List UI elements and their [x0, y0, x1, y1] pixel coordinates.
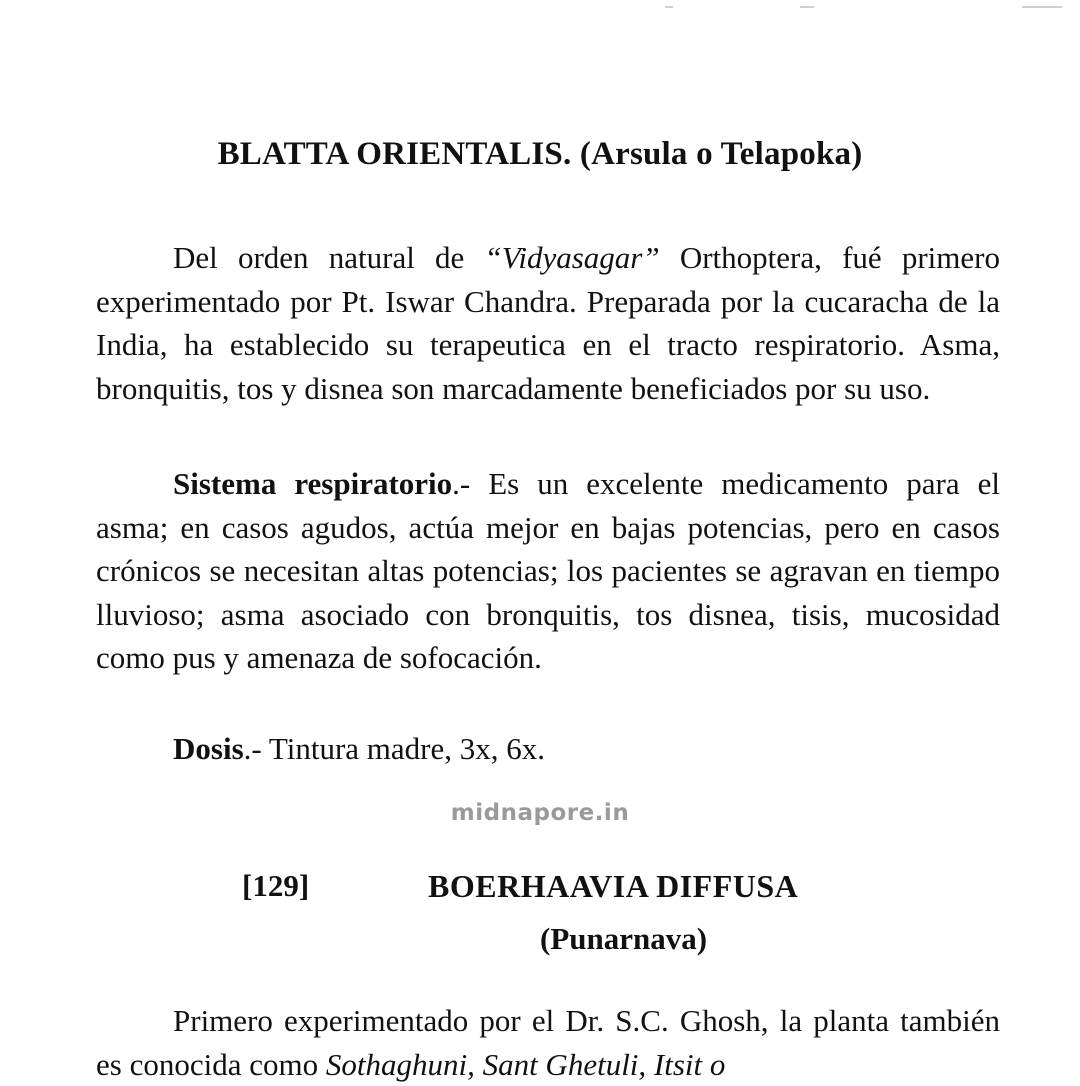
- paragraph-dosage: [96, 727, 1000, 771]
- entry-title-blatta: BLATTA ORIENTALIS. (Arsula o Telapoka): [217, 136, 863, 172]
- paragraph-intro: [96, 236, 1000, 410]
- paragraph-boerhaavia-text: Primero experimentado por el Dr. S.C. Ghosh, la planta también es conocida como: [96, 1003, 1000, 1082]
- paragraph-boerhaavia-intro: [96, 999, 1000, 1086]
- paragraph-dosage-text: .- Tintura madre, 3x, 6x.: [243, 731, 546, 766]
- entry-number: [129]: [242, 868, 310, 903]
- paragraph-respiratory-text: .- Es un excelente medicamento para el asma; en casos agudos, actúa mejor en bajas potencias, pero en casos crónicos se necesitan altas potencias; los pacientes se agravan en tiempo lluvioso; asma asociado con bronquitis, tos disnea, tisis, mucosidad como pus y amenaza de sofocación.: [96, 466, 1000, 675]
- scan-artifact: [800, 6, 814, 8]
- entry-title-boerhaavia: BOERHAAVIA DIFFUSA: [428, 868, 799, 904]
- italic-names: Sothaghuni, Sant Ghetuli, Itsit o: [325, 1046, 726, 1082]
- scan-artifact: [665, 6, 673, 8]
- paragraph-intro-text-after: Orthoptera, fué primero experimentado por Pt. Iswar Chandra. Preparada por la cucaracha de la India, ha establecido su terapeutica en el tracto respiratorio. Asma, bronquitis, tos y disnea son marcadamente beneficiados por su uso.: [96, 240, 1000, 406]
- paragraph-intro-text-before: Del orden natural de: [173, 240, 485, 275]
- paragraph-respiratory: [96, 462, 1000, 680]
- entry-subtitle: (Punarnava): [540, 921, 708, 956]
- scan-artifact: [1022, 6, 1062, 8]
- italic-name: “Vidyasagar”: [484, 240, 660, 275]
- section-label-respiratory: Sistema respiratorio: [173, 466, 453, 501]
- watermark: midnapore.in: [450, 800, 630, 826]
- section-label-dosage: Dosis: [173, 731, 244, 766]
